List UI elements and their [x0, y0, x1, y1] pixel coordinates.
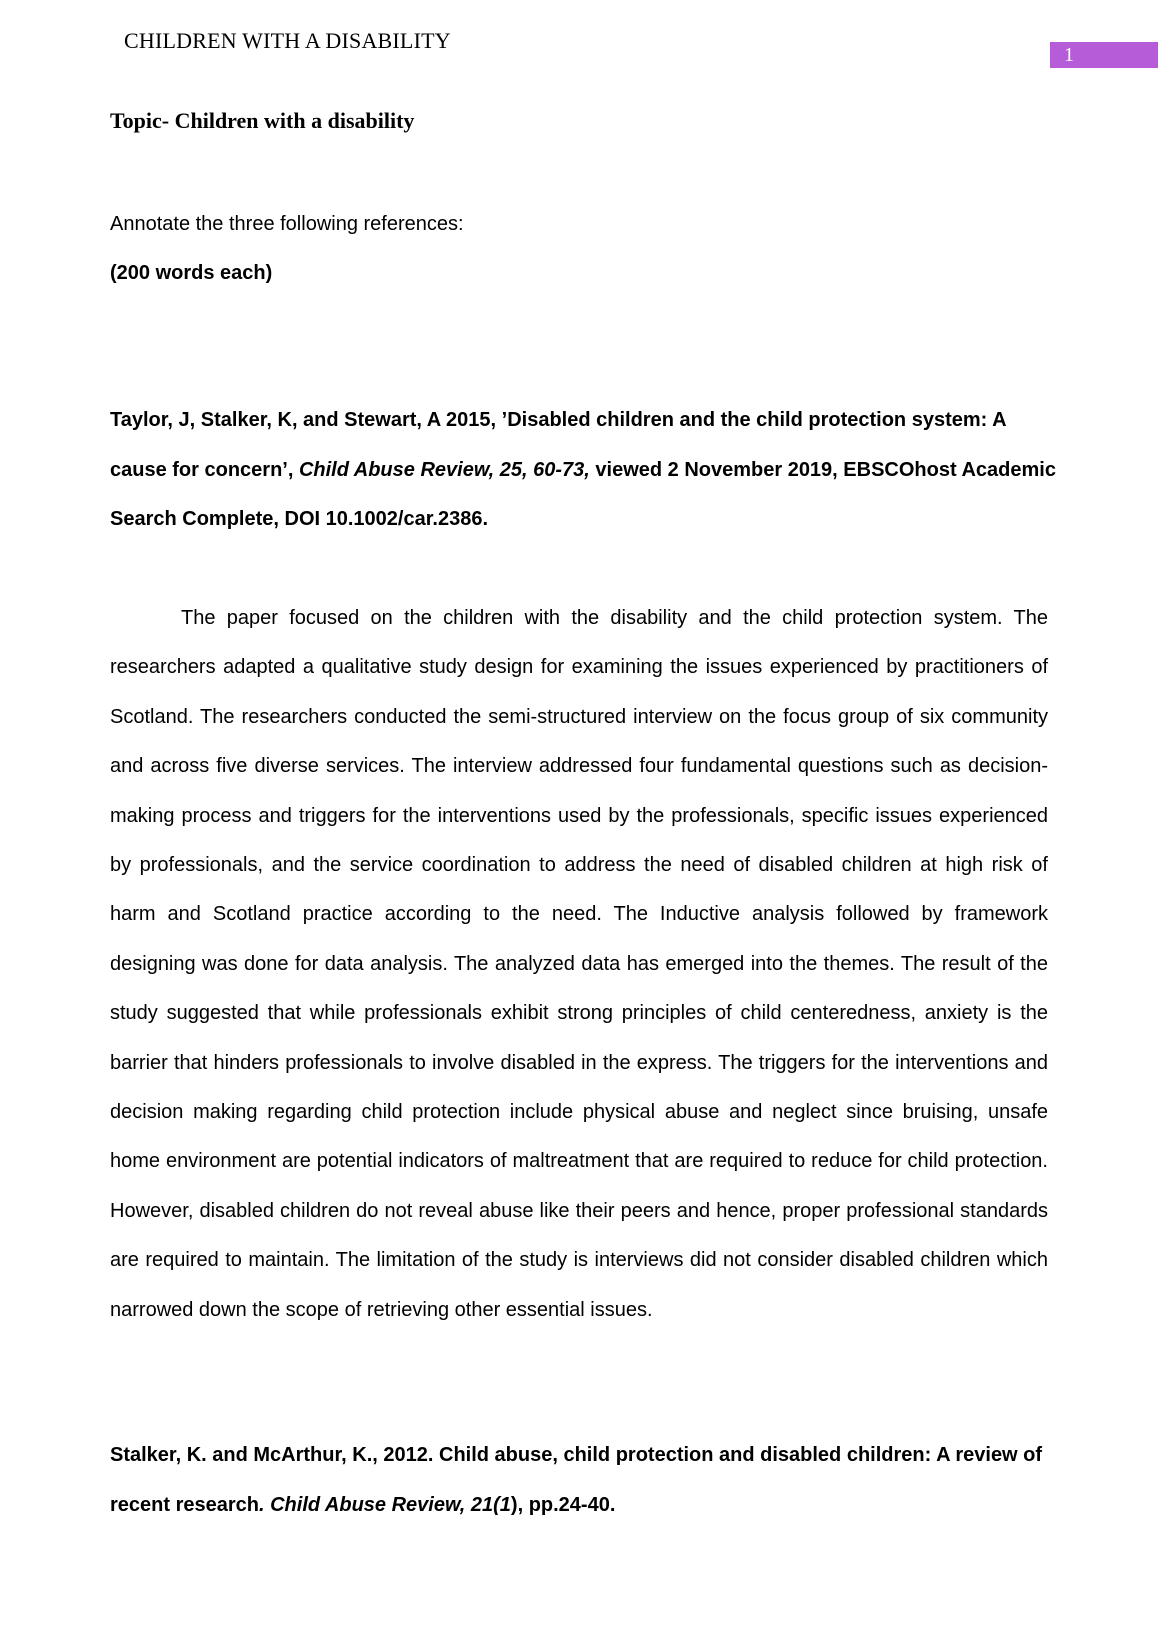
topic-heading: Topic- Children with a disability: [110, 108, 415, 133]
instruction-text: Annotate the three following references:: [110, 213, 464, 235]
reference-1-journal: Child Abuse Review, 25, 60-73,: [298, 458, 590, 481]
page-number: 1: [1050, 42, 1158, 68]
reference-2-authors-title: Stalker, K. and McArthur, K., 2012. Child abuse, child protection and disabled children: A review of recent research: [110, 1444, 1043, 1516]
reference-2: [110, 1431, 1060, 1530]
word-count-note: (200 words each): [110, 262, 273, 284]
reference-2-pages: ), pp.24-40.: [510, 1493, 616, 1516]
reference-1-authors-title: Taylor, J, Stalker, K, and Stewart, A 2015, ’Disabled children and the child protection system: A cause for concern’,: [110, 409, 1006, 481]
running-head: CHILDREN WITH A DISABILITY: [124, 28, 451, 53]
reference-1: [110, 396, 1060, 545]
reference-2-journal: . Child Abuse Review, 21(1: [258, 1493, 511, 1516]
reference-1-access: viewed 2 November 2019, EBSCOhost Academic Search Complete, DOI 10.1002/car.2386.: [110, 458, 1056, 530]
annotation-1-paragraph: The paper focused on the children with the disability and the child protection system. The researchers adapted a qualitative study design for examining the issues experienced by practitioners of Scotland. The researchers conducted the semi-structured interview on the focus group of six community and across five diverse services. The interview addressed four fundamental questions such as decision-making process and triggers for the interventions used by the professionals, specific issues experienced by professionals, and the service coordination to address the need of disabled children at high risk of harm and Scotland practice according to the need. The Inductive analysis followed by framework designing was done for data analysis. The analyzed data has emerged into the themes. The result of the study suggested that while professionals exhibit strong principles of child centeredness, anxiety is the barrier that hinders professionals to involve disabled in the express. The triggers for the interventions and decision making regarding child protection include physical abuse and neglect since bruising, unsafe home environment are potential indicators of maltreatment that are required to reduce for child protection. However, disabled children do not reveal abuse like their peers and hence, proper professional standards are required to maintain. The limitation of the study is interviews did not consider disabled children which narrowed down the scope of retrieving other essential issues.: [110, 607, 1048, 1321]
